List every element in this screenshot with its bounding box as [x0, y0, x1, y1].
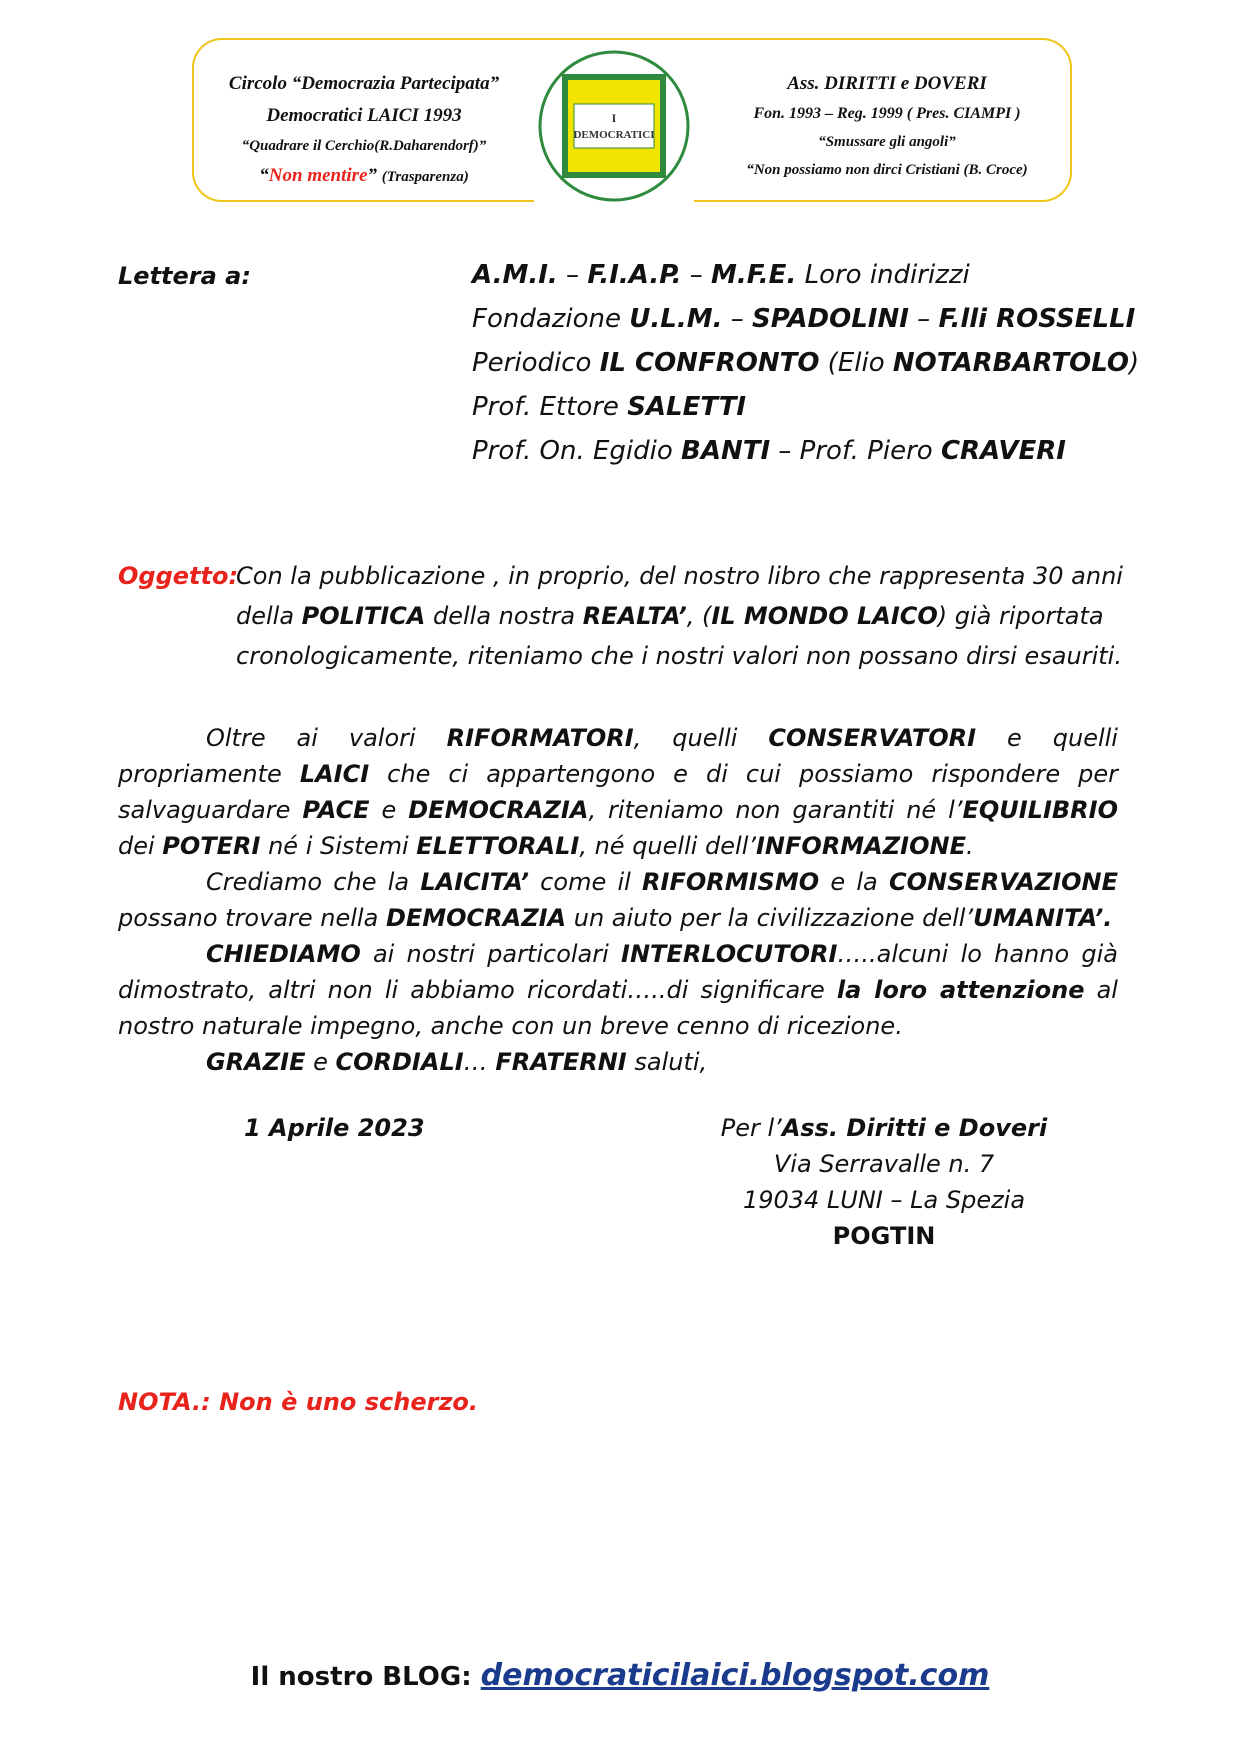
blog-link[interactable]: democraticilaici.blogspot.com [480, 1658, 990, 1693]
democratici-logo [534, 46, 694, 206]
croce-quote: “Non possiamo non dirci Cristiani (B. Croce) [746, 162, 1028, 178]
signature-name: POGTIN [832, 1222, 936, 1250]
foundation-line: Fon. 1993 – Reg. 1999 ( Pres. CIAMPI ) [753, 105, 1021, 122]
subject-line-1: Con la pubblicazione , in proprio, del nostro libro che rappresenta 30 anni [236, 562, 1123, 590]
recipient-line-5: Prof. On. Egidio BANTI – Prof. Piero CRAVERI [472, 436, 1066, 466]
oggetto-label: Oggetto: [118, 562, 239, 590]
non-mentire-text: Non mentire [268, 165, 368, 186]
democratici-laici: Democratici LAICI 1993 [266, 105, 462, 126]
signature-address-2: 19034 LUNI – La Spezia [742, 1186, 1026, 1214]
association-name: Ass. DIRITTI e DOVERI [787, 73, 987, 94]
circolo-name: Circolo “Democrazia Partecipata” [228, 73, 500, 94]
logo-text-i: I [611, 111, 617, 125]
nota: NOTA.: Non è uno scherzo. [118, 1388, 479, 1416]
signature-address-1: Via Serravalle n. 7 [773, 1150, 995, 1178]
lettera-label: Lettera a: [118, 262, 251, 290]
recipient-line-3: Periodico IL CONFRONTO (Elio NOTARBARTOLO) [472, 348, 1140, 378]
non-mentire-line: “Non mentire” (Trasparenza) [259, 165, 469, 186]
blog-footer [0, 1658, 1240, 1693]
letterhead-right [702, 68, 1072, 184]
subject-line-2: della POLITICA della nostra REALTA’, (IL MONDO LAICO) già riportata [236, 602, 1104, 630]
body-paragraph-4: GRAZIE e CORDIALI… FRATERNI saluti, [206, 1048, 708, 1076]
letterhead-left [194, 68, 534, 192]
body-paragraph-2: Crediamo che la LAICITA’ come il RIFORMISMO e la CONSERVAZIONE possano trovare nella DEMOCRAZIA un aiuto per la civilizzazione dell’UMANITA’. [118, 868, 1119, 932]
logo-text-democratici: DEMOCRATICI [573, 129, 655, 141]
signature-org: Per l’Ass. Diritti e Doveri [720, 1114, 1048, 1142]
trasparenza-text: (Trasparenza) [381, 169, 469, 185]
recipient-line-1: A.M.I. – F.I.A.P. – M.F.E. Loro indirizzi [472, 260, 970, 290]
blog-label: Il nostro BLOG: [250, 1662, 481, 1692]
recipient-line-2: Fondazione U.L.M. – SPADOLINI – F.lli ROSSELLI [472, 304, 1136, 334]
body-paragraph-1: Oltre ai valori RIFORMATORI, quelli CONSERVATORI e quelli propriamente LAICI che ci appartengono e di cui possiamo rispondere per salvaguardare PACE e DEMOCRAZIA, riteniamo non garantiti né l’EQUILIBRIO dei POTERI né i Sistemi ELETTORALI, né quelli dell’INFORMAZIONE. [118, 724, 1119, 860]
subject-line-3: cronologicamente, riteniamo che i nostri valori non possano dirsi esauriti. [236, 642, 1122, 670]
letter-date: 1 Aprile 2023 [244, 1114, 425, 1142]
recipient-line-4: Prof. Ettore SALETTI [472, 392, 747, 422]
motto-left: “Quadrare il Cerchio(R.Daharendorf)” [241, 138, 487, 154]
motto-right: “Smussare gli angoli” [818, 134, 956, 150]
body-paragraph-3: CHIEDIAMO ai nostri particolari INTERLOCUTORI…..alcuni lo hanno già dimostrato, altri non li abbiamo ricordati…..di significare la loro attenzione al nostro naturale impegno, anche con un breve cenno di ricezione. [118, 940, 1118, 1040]
